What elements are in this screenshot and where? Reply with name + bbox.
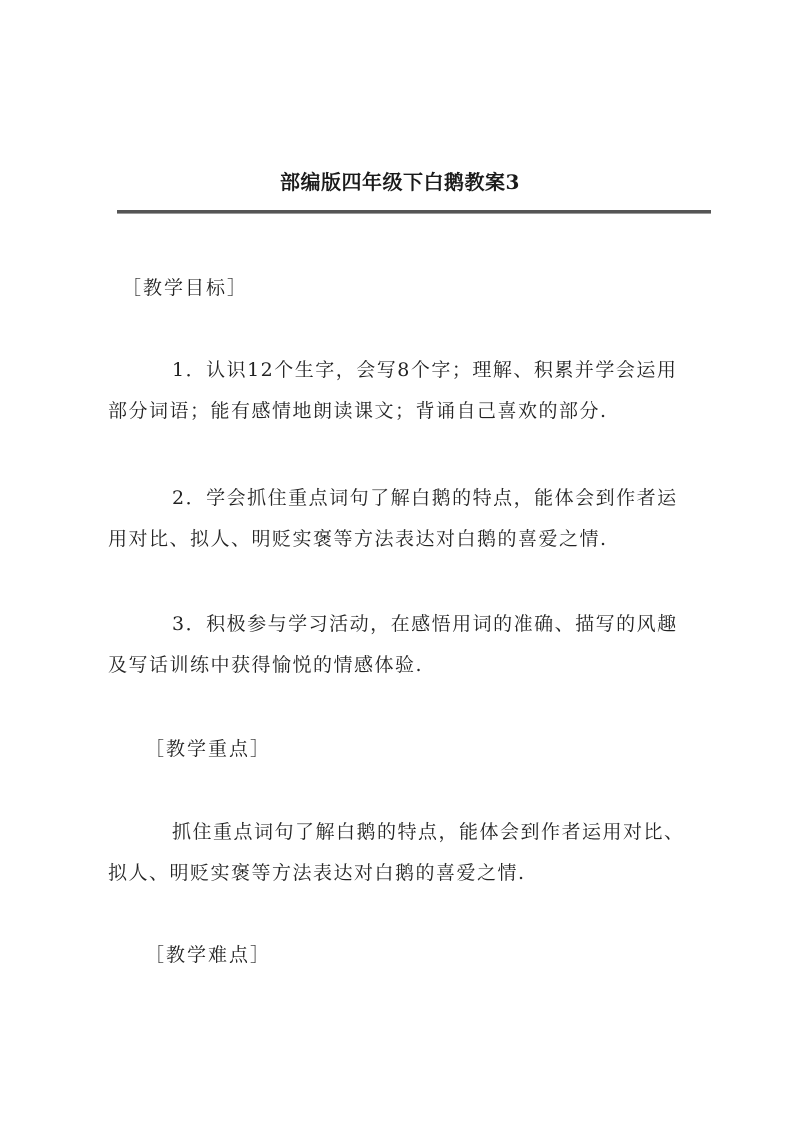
- objective-item-1-line-1: 1．认识12个生字，会写8个字；理解、积累并学会运用: [172, 359, 678, 381]
- key-points-paragraph: [108, 812, 708, 894]
- section-heading-key-points: ［教学重点］: [145, 738, 272, 760]
- objective-item-3-line-2: 及写话训练中获得愉悦的情感体验.: [108, 654, 424, 676]
- key-points-line-2: 拟人、明贬实褒等方法表达对白鹅的喜爱之情.: [108, 862, 526, 884]
- section-heading-difficulties: ［教学难点］: [145, 944, 272, 966]
- objective-item-3: [108, 604, 708, 686]
- section-heading-objectives: ［教学目标］: [122, 277, 249, 299]
- objective-item-3-line-1: 3．积极参与学习活动，在感悟用词的准确、描写的风趣: [172, 613, 678, 635]
- objective-item-1-line-2: 部分词语；能有感情地朗读课文；背诵自己喜欢的部分.: [108, 400, 608, 422]
- objective-item-1: [108, 350, 708, 432]
- document-title: 部编版四年级下白鹅教案3: [280, 170, 520, 194]
- objective-item-2: [108, 478, 708, 560]
- key-points-line-1: 抓住重点词句了解白鹅的特点，能体会到作者运用对比、: [172, 821, 685, 843]
- title-divider: [117, 210, 711, 214]
- objective-item-2-line-1: 2．学会抓住重点词句了解白鹅的特点，能体会到作者运: [172, 487, 678, 509]
- objective-item-2-line-2: 用对比、拟人、明贬实褒等方法表达对白鹅的喜爱之情.: [108, 528, 608, 550]
